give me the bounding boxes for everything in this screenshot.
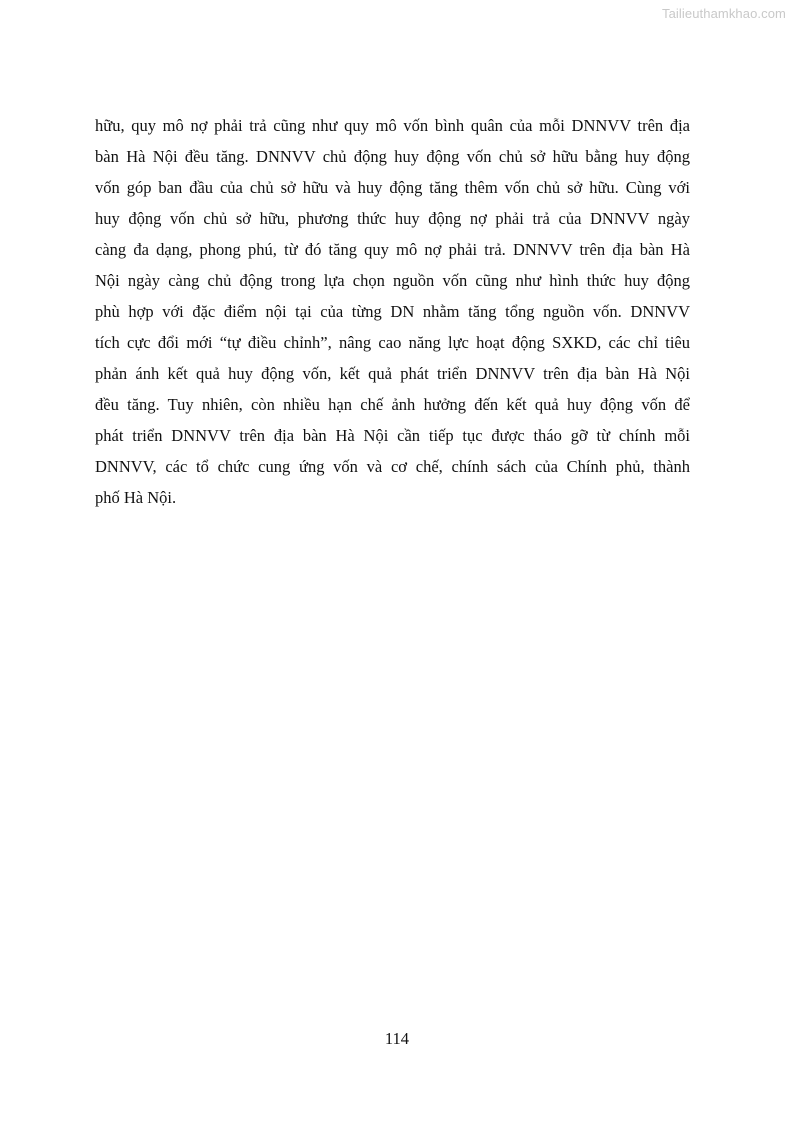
paragraph-line: càng đa dạng, phong phú, từ đó tăng quy mô nợ phải trả. DNNVV trên địa bàn Hà <box>95 240 690 259</box>
watermark-text: Tailieuthamkhao.com <box>661 6 786 21</box>
paragraph-line: phản ánh kết quả huy động vốn, kết quả phát triển DNNVV trên địa bàn Hà Nội <box>95 364 690 383</box>
paragraph-line: hữu, quy mô nợ phải trả cũng như quy mô vốn bình quân của mỗi DNNVV trên địa <box>95 116 690 135</box>
paragraph-line: tích cực đổi mới “tự điều chỉnh”, nâng cao năng lực hoạt động SXKD, các chỉ tiêu <box>95 333 690 352</box>
paragraph-line: phố Hà Nội. <box>95 488 177 507</box>
paragraph-line: đều tăng. Tuy nhiên, còn nhiều hạn chế ảnh hưởng đến kết quả huy động vốn để <box>95 395 690 414</box>
paragraph-line: huy động vốn chủ sở hữu, phương thức huy động nợ phải trả của DNNVV ngày <box>95 209 690 228</box>
paragraph-line: vốn góp ban đầu của chủ sở hữu và huy động tăng thêm vốn chủ sở hữu. Cùng với <box>95 178 690 197</box>
paragraph-line: DNNVV, các tổ chức cung ứng vốn và cơ chế, chính sách của Chính phủ, thành <box>95 457 690 476</box>
paragraph-line: Nội ngày càng chủ động trong lựa chọn nguồn vốn cũng như hình thức huy động <box>95 271 690 290</box>
paragraph-line: phù hợp với đặc điểm nội tại của từng DN nhằm tăng tổng nguồn vốn. DNNVV <box>95 302 690 321</box>
paragraph-line: phát triển DNNVV trên địa bàn Hà Nội cần tiếp tục được tháo gỡ từ chính mỗi <box>95 426 690 445</box>
paragraph-line: bàn Hà Nội đều tăng. DNNVV chủ động huy động vốn chủ sở hữu bằng huy động <box>95 147 690 166</box>
page-number: 114 <box>384 1029 410 1048</box>
body-paragraph <box>95 110 690 513</box>
